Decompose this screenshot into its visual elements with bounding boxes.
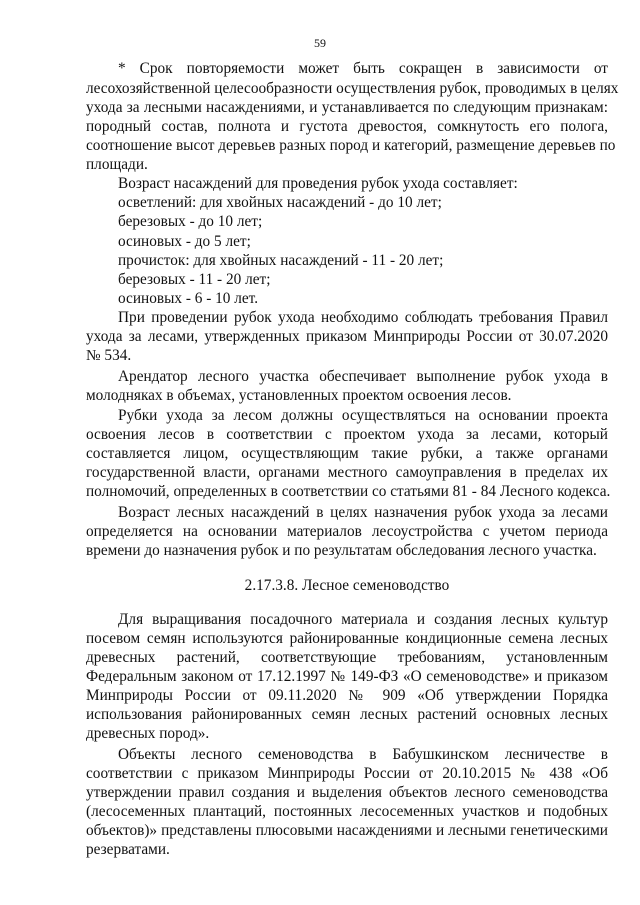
paragraph-line: № 534. (86, 347, 132, 364)
age-heading-line: Возраст насаждений для проведения рубок ухода составляет: (118, 175, 518, 192)
paragraph-line: освоения лесов в соответствии с проектом ухода за лесами, который (86, 426, 608, 443)
paragraph-line: (лесосеменных плантаций, постоянных лесосеменных участков и подобных (86, 803, 608, 820)
age-list-item: осветлений: для хвойных насаждений - до 10 лет; (118, 194, 442, 211)
paragraph-line: древесных растений, соответствующие требованиям, установленным (86, 649, 608, 666)
paragraph-line: лесохозяйственной целесообразности осуществления рубок, проводимых в целях (86, 80, 619, 97)
paragraph-line: площади. (86, 156, 148, 173)
age-list-item: прочисток: для хвойных насаждений - 11 - 20 лет; (118, 252, 444, 269)
paragraph-line: полномочий, определенных в соответствии со статьями 81 - 84 Лесного кодекса. (86, 483, 611, 500)
paragraph-line: объектов)» представлены плюсовыми насаждениями и лесными генетическими (86, 822, 608, 839)
paragraph-line: использования районированных семян лесных растений основных лесных (86, 706, 608, 723)
paragraph-line: ухода за лесными насаждениями, и устанавливается по следующим признакам: (86, 99, 608, 116)
paragraph-line: резерватами. (86, 841, 170, 858)
paragraph-line: древесных пород». (86, 725, 210, 742)
paragraph-line: государственной власти, органами местного самоуправления в пределах их (86, 464, 608, 481)
paragraph-line: времени до назначения рубок и по результатам обследования лесного участка. (86, 542, 597, 559)
paragraph-line: ухода за лесами, утвержденных приказом Минприроды России от 30.07.2020 (86, 328, 608, 345)
paragraph-line: Арендатор лесного участка обеспечивает выполнение рубок ухода в (118, 368, 608, 385)
age-list-item: осиновых - до 5 лет; (118, 233, 251, 250)
paragraph-line: Рубки ухода за лесом должны осуществляться на основании проекта (118, 407, 608, 424)
paragraph-line: соотношение высот деревьев разных пород и категорий, размещение деревьев по (86, 137, 616, 154)
paragraph-line: Минприроды России от 09.11.2020 № 909 «Об утверждении Порядка (86, 687, 608, 704)
paragraph-line: При проведении рубок ухода необходимо соблюдать требования Правил (118, 309, 608, 326)
section-heading: 2.17.3.8. Лесное семеноводство (244, 577, 450, 594)
paragraph-line: * Срок повторяемости может быть сокращен в зависимости от (118, 60, 608, 77)
paragraph-line: Для выращивания посадочного материала и создания лесных культур (118, 611, 608, 628)
paragraph-line: Объекты лесного семеноводства в Бабушкинском лесничестве в (118, 746, 608, 763)
age-list-item: осиновых - 6 - 10 лет. (118, 290, 259, 307)
paragraph-line: соответствии с приказом Минприроды России от 20.10.2015 № 438 «Об (86, 765, 608, 782)
paragraph-line: определяется на основании материалов лесоустройства с учетом периода (86, 523, 608, 540)
age-list-item: березовых - до 10 лет; (118, 213, 263, 230)
age-list-item: березовых - 11 - 20 лет; (118, 271, 271, 288)
paragraph-line: Возраст лесных насаждений в целях назначения рубок ухода за лесами (118, 504, 608, 521)
paragraph-line: составляется лицом, осуществляющим такие рубки, а также органами (86, 445, 608, 462)
paragraph-line: посевом семян используются районированные кондиционные семена лесных (86, 630, 608, 647)
page-number: 59 (314, 36, 326, 50)
paragraph-line: утверждении правил создания и выделения объектов лесного семеноводства (86, 784, 608, 801)
paragraph-line: молодняках в объемах, установленных проектом освоения лесов. (86, 387, 512, 404)
paragraph-line: породный состав, полнота и густота древостоя, сомкнутость его полога, (86, 118, 608, 135)
paragraph-line: Федеральным законом от 17.12.1997 № 149-ФЗ «О семеноводстве» и приказом (86, 668, 608, 685)
